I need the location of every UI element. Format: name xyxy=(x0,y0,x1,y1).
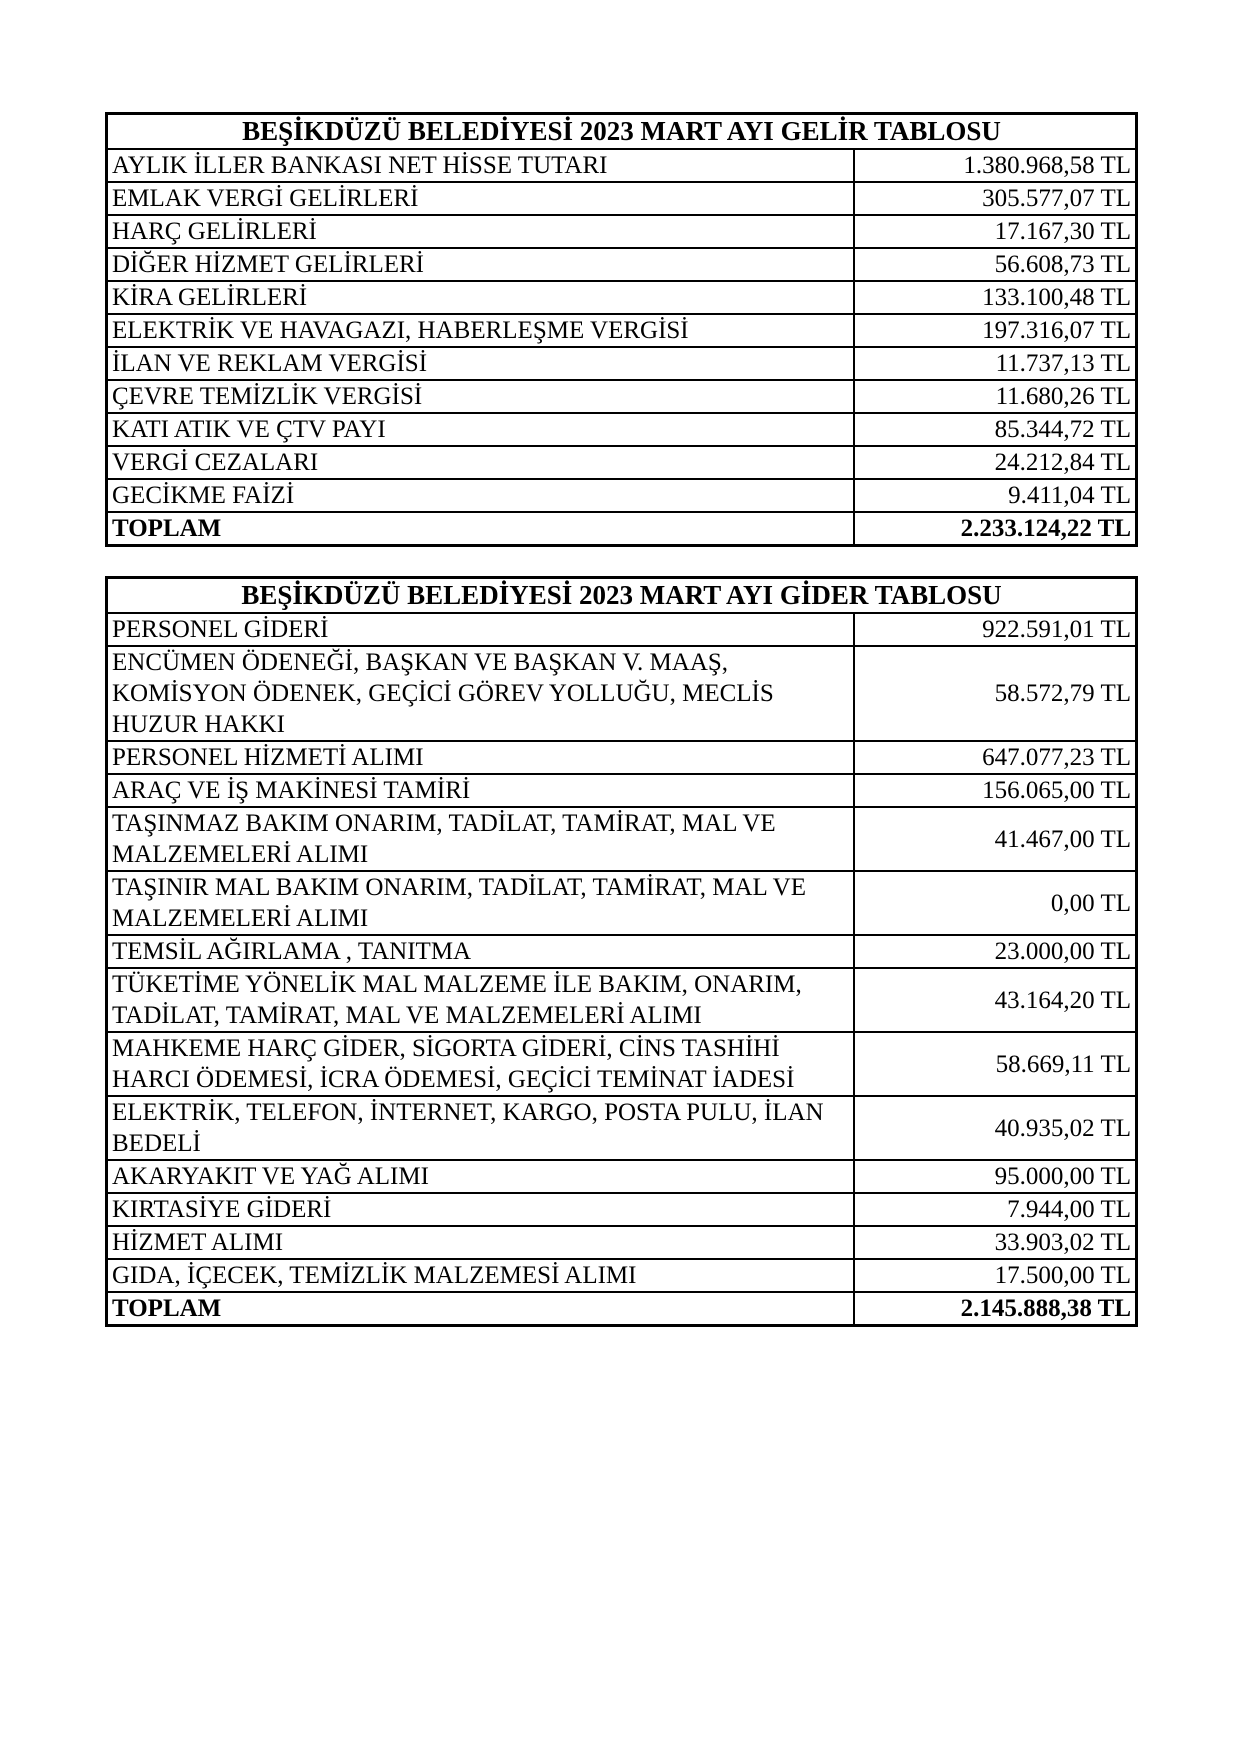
expense-row-label: TAŞINIR MAL BAKIM ONARIM, TADİLAT, TAMİRAT, MAL VE MALZEMELERİ ALIMI xyxy=(107,871,854,935)
expense-row-amount: 95.000,00 TL xyxy=(854,1160,1137,1193)
expense-title-row xyxy=(107,578,1137,614)
income-row xyxy=(107,413,1137,446)
expense-row xyxy=(107,1226,1137,1259)
income-row-label: ÇEVRE TEMİZLİK VERGİSİ xyxy=(107,380,854,413)
expense-row-label: ENCÜMEN ÖDENEĞİ, BAŞKAN VE BAŞKAN V. MAAŞ, KOMİSYON ÖDENEK, GEÇİCİ GÖREV YOLLUĞU, MECLİS HUZUR HAKKI xyxy=(107,646,854,741)
expense-total-amount: 2.145.888,38 TL xyxy=(854,1292,1137,1326)
income-row-label: GECİKME FAİZİ xyxy=(107,479,854,512)
income-row xyxy=(107,380,1137,413)
expense-row-amount: 40.935,02 TL xyxy=(854,1096,1137,1160)
expense-row-label: ELEKTRİK, TELEFON, İNTERNET, KARGO, POSTA PULU, İLAN BEDELİ xyxy=(107,1096,854,1160)
expense-row-amount: 23.000,00 TL xyxy=(854,935,1137,968)
expense-row-label: TÜKETİME YÖNELİK MAL MALZEME İLE BAKIM, ONARIM, TADİLAT, TAMİRAT, MAL VE MALZEMELERİ ALIMI xyxy=(107,968,854,1032)
expense-row xyxy=(107,1259,1137,1292)
income-row-amount: 9.411,04 TL xyxy=(854,479,1137,512)
income-row xyxy=(107,347,1137,380)
expense-row xyxy=(107,871,1137,935)
income-row-amount: 24.212,84 TL xyxy=(854,446,1137,479)
income-row-label: AYLIK İLLER BANKASI NET HİSSE TUTARI xyxy=(107,149,854,182)
expense-row-amount: 33.903,02 TL xyxy=(854,1226,1137,1259)
income-row-amount: 11.680,26 TL xyxy=(854,380,1137,413)
expense-total-row xyxy=(107,1292,1137,1326)
expense-row-label: PERSONEL GİDERİ xyxy=(107,613,854,646)
income-row-label: ELEKTRİK VE HAVAGAZI, HABERLEŞME VERGİSİ xyxy=(107,314,854,347)
income-row-label: VERGİ CEZALARI xyxy=(107,446,854,479)
expense-row-amount: 58.572,79 TL xyxy=(854,646,1137,741)
income-row-label: EMLAK VERGİ GELİRLERİ xyxy=(107,182,854,215)
expense-row xyxy=(107,613,1137,646)
income-row xyxy=(107,479,1137,512)
income-row-amount: 305.577,07 TL xyxy=(854,182,1137,215)
expense-row xyxy=(107,968,1137,1032)
income-row xyxy=(107,215,1137,248)
income-row xyxy=(107,281,1137,314)
income-row-amount: 17.167,30 TL xyxy=(854,215,1137,248)
income-total-amount: 2.233.124,22 TL xyxy=(854,512,1137,546)
expense-row xyxy=(107,741,1137,774)
expense-table xyxy=(105,576,1138,1327)
expense-row xyxy=(107,1160,1137,1193)
income-row-label: HARÇ GELİRLERİ xyxy=(107,215,854,248)
expense-table-title: BEŞİKDÜZÜ BELEDİYESİ 2023 MART AYI GİDER TABLOSU xyxy=(107,578,1137,614)
income-title-row xyxy=(107,114,1137,150)
income-table-title: BEŞİKDÜZÜ BELEDİYESİ 2023 MART AYI GELİR TABLOSU xyxy=(107,114,1137,150)
income-row-label: İLAN VE REKLAM VERGİSİ xyxy=(107,347,854,380)
income-row-amount: 1.380.968,58 TL xyxy=(854,149,1137,182)
income-row-amount: 56.608,73 TL xyxy=(854,248,1137,281)
expense-row-label: KIRTASİYE GİDERİ xyxy=(107,1193,854,1226)
expense-row-label: HİZMET ALIMI xyxy=(107,1226,854,1259)
income-row-amount: 197.316,07 TL xyxy=(854,314,1137,347)
income-row xyxy=(107,182,1137,215)
income-row-label: DİĞER HİZMET GELİRLERİ xyxy=(107,248,854,281)
income-row-amount: 133.100,48 TL xyxy=(854,281,1137,314)
expense-row-label: TEMSİL AĞIRLAMA , TANITMA xyxy=(107,935,854,968)
expense-row-amount: 43.164,20 TL xyxy=(854,968,1137,1032)
income-row xyxy=(107,248,1137,281)
expense-row-label: ARAÇ VE İŞ MAKİNESİ TAMİRİ xyxy=(107,774,854,807)
income-row xyxy=(107,314,1137,347)
income-row xyxy=(107,149,1137,182)
expense-row-amount: 922.591,01 TL xyxy=(854,613,1137,646)
expense-row xyxy=(107,935,1137,968)
expense-row xyxy=(107,1032,1137,1096)
expense-row-amount: 0,00 TL xyxy=(854,871,1137,935)
expense-row-amount: 7.944,00 TL xyxy=(854,1193,1137,1226)
expense-row-amount: 17.500,00 TL xyxy=(854,1259,1137,1292)
expense-total-label: TOPLAM xyxy=(107,1292,854,1326)
income-row xyxy=(107,446,1137,479)
income-row-label: KATI ATIK VE ÇTV PAYI xyxy=(107,413,854,446)
expense-row xyxy=(107,1096,1137,1160)
expense-row-amount: 58.669,11 TL xyxy=(854,1032,1137,1096)
expense-row xyxy=(107,774,1137,807)
income-total-row xyxy=(107,512,1137,546)
expense-row xyxy=(107,807,1137,871)
expense-row-amount: 156.065,00 TL xyxy=(854,774,1137,807)
income-row-amount: 11.737,13 TL xyxy=(854,347,1137,380)
expense-row xyxy=(107,1193,1137,1226)
expense-row-label: MAHKEME HARÇ GİDER, SİGORTA GİDERİ, CİNS TASHİHİ HARCI ÖDEMESİ, İCRA ÖDEMESİ, GEÇİCİ TEMİNAT İADESİ xyxy=(107,1032,854,1096)
income-table xyxy=(105,112,1138,547)
expense-row xyxy=(107,646,1137,741)
income-total-label: TOPLAM xyxy=(107,512,854,546)
expense-row-amount: 647.077,23 TL xyxy=(854,741,1137,774)
expense-row-label: PERSONEL HİZMETİ ALIMI xyxy=(107,741,854,774)
income-row-amount: 85.344,72 TL xyxy=(854,413,1137,446)
expense-row-label: TAŞINMAZ BAKIM ONARIM, TADİLAT, TAMİRAT, MAL VE MALZEMELERİ ALIMI xyxy=(107,807,854,871)
expense-row-label: GIDA, İÇECEK, TEMİZLİK MALZEMESİ ALIMI xyxy=(107,1259,854,1292)
income-row-label: KİRA GELİRLERİ xyxy=(107,281,854,314)
expense-row-amount: 41.467,00 TL xyxy=(854,807,1137,871)
expense-row-label: AKARYAKIT VE YAĞ ALIMI xyxy=(107,1160,854,1193)
